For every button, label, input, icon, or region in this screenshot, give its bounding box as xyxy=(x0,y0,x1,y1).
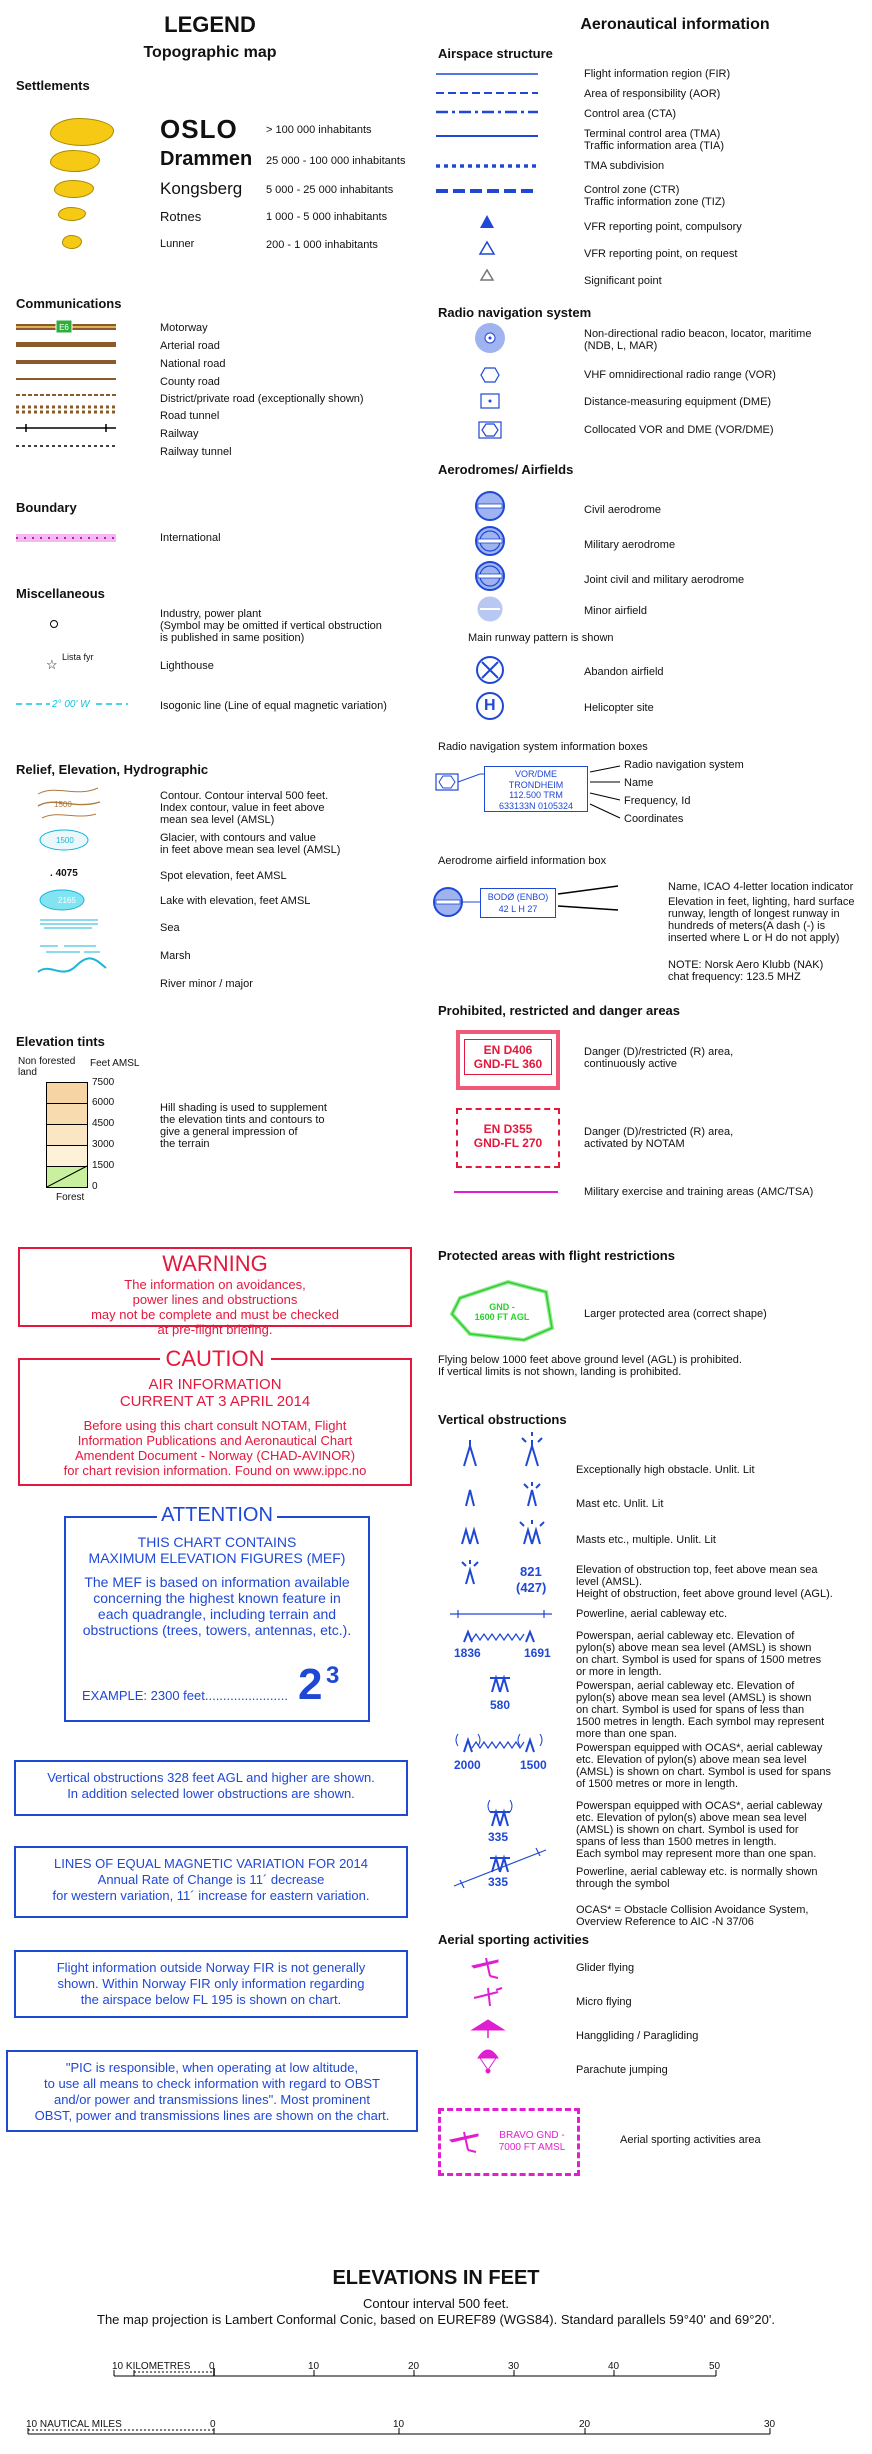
km-tick: 20 xyxy=(408,2361,420,2372)
comm-label-railway-tunnel: Railway tunnel xyxy=(160,446,232,458)
settlement-desc: 1 000 - 5 000 inhabitants xyxy=(266,211,388,223)
caution-title: CAUTION xyxy=(160,1346,271,1371)
sporting-label-parachute: Parachute jumping xyxy=(576,2064,668,2076)
comm-label-tunnel: Road tunnel xyxy=(160,410,220,422)
sporting-symbols xyxy=(468,1954,518,2084)
settlement-symbol-small xyxy=(54,180,94,198)
projection-note: The map projection is Lambert Conformal Conic, based on EUREF89 (WGS84). Standard parallels 59°40' and 69°20'. xyxy=(97,2312,775,2327)
aerodrome-box-title: Aerodrome airfield information box xyxy=(438,855,607,867)
sporting-label-hangglider: Hanggliding / Paragliding xyxy=(576,2030,699,2042)
feet-amsl-label: Feet AMSL xyxy=(90,1058,140,1069)
radio-label-vor: VHF omnidirectional radio range (VOR) xyxy=(584,369,776,381)
glacier-tag: 1500 xyxy=(56,836,74,845)
runway-note: Main runway pattern is shown xyxy=(468,632,614,644)
magnetic-text: Annual Rate of Change is 11´ decrease for western variation, 11´ increase for eastern variation. xyxy=(52,1872,370,1903)
radio-box-label: Frequency, Id xyxy=(624,795,691,807)
obstruction-symbols xyxy=(450,1436,570,1956)
powerspan-elev: 1836 xyxy=(454,1646,481,1660)
airspace-title: Airspace structure xyxy=(438,46,553,61)
obstruction-label: Elevation of obstruction top, feet above mean sea level (AMSL). Height of obstruction, feet above ground level (AGL). xyxy=(576,1564,833,1600)
isogonic-tag: 2° 00' W xyxy=(52,699,90,710)
aero-label-heli: Helicopter site xyxy=(584,702,654,714)
km-label: 10 KILOMETRES xyxy=(112,2361,191,2372)
caution-sub: AIR INFORMATION CURRENT AT 3 APRIL 2014 xyxy=(119,1376,311,1410)
aeronautical-title: Aeronautical information xyxy=(580,16,770,33)
tints-title: Elevation tints xyxy=(16,1034,105,1049)
river-label: River minor / major xyxy=(160,978,253,990)
mef-big-digit: 2 xyxy=(298,1660,323,1709)
tint-level: 1500 xyxy=(92,1160,115,1171)
caution-text: Before using this chart consult NOTAM, Flight Information Publications and Aeronautical Chart Amendent Document - Norway (CHAD-AVINOR) for chart revision information. Found on www.ippc.no xyxy=(63,1418,367,1478)
mef-small-digit: 3 xyxy=(326,1662,340,1689)
sporting-label-micro: Micro flying xyxy=(576,1996,632,2008)
boundary-title: Boundary xyxy=(16,500,77,515)
legend-title: LEGEND xyxy=(164,12,256,37)
settlement-name-oslo: OSLO xyxy=(160,114,238,144)
attention-sub: THIS CHART CONTAINS MAXIMUM ELEVATION FIGURES (MEF) xyxy=(88,1534,346,1566)
settlement-desc: 5 000 - 25 000 inhabitants xyxy=(266,184,394,196)
obstruction-label: Mast etc. Unlit. Lit xyxy=(576,1498,664,1510)
settlement-symbol-large xyxy=(50,118,114,146)
prohibited-box-line: GND-FL 270 xyxy=(473,1136,543,1150)
comm-label-railway: Railway xyxy=(160,428,199,440)
radio-label-ndb: Non-directional radio beacon, locator, maritime (NDB, L, MAR) xyxy=(584,328,812,352)
elevations-title: ELEVATIONS IN FEET xyxy=(332,2267,540,2289)
industry-icon xyxy=(50,620,58,628)
airspace-label-cta: Control area (CTA) xyxy=(584,108,677,120)
protected-desc: Larger protected area (correct shape) xyxy=(584,1308,767,1320)
aerodrome-symbols xyxy=(470,490,514,710)
km-tick: 0 xyxy=(209,2361,215,2372)
attention-box xyxy=(64,1504,370,1722)
vertical-note-box: Vertical obstructions 328 feet AGL and higher are shown. In addition selected lower obstructions are shown. xyxy=(14,1760,408,1816)
prohibited-box-active xyxy=(456,1030,560,1090)
contour-label: Contour. Contour interval 500 feet. Index contour, value in feet above mean sea level (AMSL) xyxy=(160,790,329,826)
protected-title: Protected areas with flight restrictions xyxy=(438,1248,675,1263)
settlement-symbol-smallest xyxy=(62,235,82,249)
motorway-badge: E6 xyxy=(59,323,69,332)
settlement-name-lunner: Lunner xyxy=(160,238,195,250)
tint-level: 7500 xyxy=(92,1077,115,1088)
aero-label-military: Military aerodrome xyxy=(584,539,676,551)
ocas-elev: 1500 xyxy=(520,1758,547,1772)
tint-level: 6000 xyxy=(92,1097,115,1108)
glacier-label: Glacier, with contours and value in feet above mean sea level (AMSL) xyxy=(160,832,341,856)
airspace-symbols xyxy=(436,64,546,294)
forest-label: Forest xyxy=(56,1192,85,1203)
magnetic-note-box xyxy=(14,1846,408,1918)
nm-tick: 20 xyxy=(579,2419,591,2430)
road-symbols xyxy=(16,318,121,466)
aerodrome-box-label1: Name, ICAO 4-letter location indicator xyxy=(668,881,854,893)
sporting-area-glider-icon xyxy=(448,2124,488,2160)
radio-box-label: Name xyxy=(624,777,654,789)
sporting-area-label: Aerial sporting activities area xyxy=(620,2134,761,2146)
aerodrome-info-box xyxy=(480,888,556,918)
comm-label-arterial: Arterial road xyxy=(160,340,220,352)
radio-label-dme: Distance-measuring equipment (DME) xyxy=(584,396,772,408)
settlement-name-rotnes: Rotnes xyxy=(160,209,202,224)
lighthouse-icon: ☆ xyxy=(46,657,58,672)
military-label: Military exercise and training areas (AMC/TSA) xyxy=(584,1186,814,1198)
airspace-label-ctr: Control zone (CTR) Traffic information zone (TIZ) xyxy=(584,184,726,208)
heli-letter: H xyxy=(484,697,496,714)
lighthouse-label: Lighthouse xyxy=(160,660,214,672)
radio-box-label: Coordinates xyxy=(624,813,684,825)
aerodrome-box-label2: Elevation in feet, lighting, hard surface runway, length of longest runway in hundreds of meters(A dash (-) is inserted where L or H do not apply) xyxy=(668,896,855,944)
obstruction-elev: 821 xyxy=(520,1564,542,1579)
km-tick: 50 xyxy=(709,2361,721,2372)
radio-box-label: Radio navigation system xyxy=(624,759,744,771)
fir-note-box: Flight information outside Norway FIR is not generally shown. Within Norway FIR only information regarding the airspace below FL 195 is shown on chart. xyxy=(14,1950,408,2018)
km-tick: 30 xyxy=(508,2361,520,2372)
caution-box xyxy=(18,1346,412,1486)
prohibited-box-notam xyxy=(456,1108,560,1168)
powerspan-elev: 1691 xyxy=(524,1646,551,1660)
ocas-note: OCAS* = Obstacle Collision Avoidance System, Overview Reference to AIC -N 37/06 xyxy=(576,1904,809,1928)
settlement-symbol-medium xyxy=(50,150,100,172)
comm-label-motorway: Motorway xyxy=(160,322,208,334)
boundary-symbol xyxy=(16,532,121,548)
lighthouse-tag: Lista fyr xyxy=(62,652,94,662)
settlement-desc: > 100 000 inhabitants xyxy=(266,124,372,136)
km-tick: 40 xyxy=(608,2361,620,2372)
prohibited-desc-notam: Danger (D)/restricted (R) area, activated by NOTAM xyxy=(584,1126,734,1150)
industry-label: Industry, power plant (Symbol may be omitted if vertical obstruction is published in same position) xyxy=(160,608,382,644)
settlement-desc: 25 000 - 100 000 inhabitants xyxy=(266,155,406,167)
settlement-name-kongsberg: Kongsberg xyxy=(160,179,243,198)
ocas-short-elev: 335 xyxy=(488,1830,509,1844)
airspace-label-aor: Area of responsibility (AOR) xyxy=(584,88,721,100)
sporting-area-text xyxy=(490,2130,574,2154)
mef-example: EXAMPLE: 2300 feet....................... xyxy=(82,1688,288,1703)
aerodromes-title: Aerodromes/ Airfields xyxy=(438,462,574,477)
topographic-title: Topographic map xyxy=(143,44,277,61)
prohibited-box-line: GND-FL 360 xyxy=(473,1057,543,1071)
marsh-label: Marsh xyxy=(160,950,191,962)
tint-level: 0 xyxy=(92,1181,98,1192)
protected-note: Flying below 1000 feet above ground level (AGL) is prohibited. If vertical limits is not shown, landing is prohibited. xyxy=(438,1354,742,1378)
nm-tick: 30 xyxy=(764,2419,776,2430)
relief-symbols xyxy=(36,784,126,984)
boundary-label: International xyxy=(160,532,221,544)
obstruction-label: Masts etc., multiple. Unlit. Lit xyxy=(576,1534,716,1546)
lake-tag: 2165 xyxy=(58,896,76,905)
obstruction-height: (427) xyxy=(516,1580,547,1595)
tint-level: 4500 xyxy=(92,1118,115,1129)
contour-tag: 1500 xyxy=(54,800,72,809)
obstruction-label: Powerspan, aerial cableway etc. Elevation of pylon(s) above mean sea level (AMSL) is shown on chart. Symbol is used for spans of less than 1500 metres in length. Each symbol may represent more than one span. xyxy=(576,1680,825,1740)
radio-box-title: Radio navigation system information boxes xyxy=(438,741,648,753)
comm-label-county: County road xyxy=(160,376,220,388)
prohibited-box-line: EN D355 xyxy=(483,1122,533,1136)
spot-tag: . 4075 xyxy=(50,868,78,879)
nm-tick: 0 xyxy=(210,2419,216,2430)
prohibited-title: Prohibited, restricted and danger areas xyxy=(438,1003,681,1018)
airspace-label-vfr-request: VFR reporting point, on request xyxy=(584,248,738,260)
nak-note: NOTE: Norsk Aero Klubb (NAK) chat frequency: 123.5 MHZ xyxy=(668,959,824,983)
settlement-desc: 200 - 1 000 inhabitants xyxy=(266,239,378,251)
airspace-label-tma: Terminal control area (TMA) Traffic information area (TIA) xyxy=(584,128,724,152)
obstruction-label: Powerline, aerial cableway etc. is normally shown through the symbol xyxy=(576,1866,818,1890)
sporting-area-line: 7000 FT AMSL xyxy=(498,2142,566,2153)
aero-label-joint: Joint civil and military aerodrome xyxy=(584,574,745,586)
aero-label-minor: Minor airfield xyxy=(584,605,647,617)
attention-text: The MEF is based on information available concerning the highest known feature in each quadrangle, including terrain and obstructions (trees, towers, antennas, etc.). xyxy=(82,1574,352,1638)
obstruction-label: Exceptionally high obstacle. Unlit. Lit xyxy=(576,1464,755,1476)
airspace-label-vfr-compulsory: VFR reporting point, compulsory xyxy=(584,221,742,233)
airspace-label-tma-sub: TMA subdivision xyxy=(584,160,665,172)
prohibited-box-line: EN D406 xyxy=(483,1043,533,1057)
obstruction-label: Powerline, aerial cableway etc. xyxy=(576,1608,728,1620)
comm-label-district: District/private road (exceptionally shown) xyxy=(160,393,364,405)
obstruction-label: Powerspan, aerial cableway etc. Elevation of pylon(s) above mean sea level (AMSL) is shown on chart. Symbol is used for spans of 1500 metres or more in length. xyxy=(576,1630,822,1678)
protected-shape-text xyxy=(466,1302,538,1322)
radio-box-line: TRONDHEIM xyxy=(508,779,564,790)
warning-box xyxy=(18,1247,412,1337)
sporting-area-line: BRAVO GND - xyxy=(499,2130,565,2141)
obstruction-label: Powerspan equipped with OCAS*, aerial cableway etc. Elevation of pylon(s) above mean sea level (AMSL) is shown on chart. Symbol is used for spans of 1500 metres or more in length. xyxy=(576,1742,831,1790)
elevation-tint-bar xyxy=(46,1082,88,1188)
radio-info-box xyxy=(484,766,588,812)
radio-symbols xyxy=(470,322,510,452)
hill-shading-note: Hill shading is used to supplement the elevation tints and contours to give a general impression of the terrain xyxy=(160,1102,327,1150)
sporting-label-glider: Glider flying xyxy=(576,1962,635,1974)
pic-note-box: "PIC is responsible, when operating at low altitude, to use all means to check information with regard to OBST and/or power and transmissions lines". Most prominent OBST, power and transmissions lines are shown on the chart. xyxy=(6,2050,418,2132)
sea-label: Sea xyxy=(160,922,180,934)
warning-title: WARNING xyxy=(162,1251,268,1276)
misc-title: Miscellaneous xyxy=(16,586,105,601)
magnetic-title: LINES OF EQUAL MAGNETIC VARIATION FOR 2014 xyxy=(54,1856,368,1871)
radio-box-line: 633133N 0105324 xyxy=(498,800,574,811)
nm-label: 10 NAUTICAL MILES xyxy=(26,2419,122,2430)
isogonic-label: Isogonic line (Line of equal magnetic variation) xyxy=(160,700,387,712)
protected-shape-line: 1600 FT AGL xyxy=(474,1312,530,1322)
radio-label-vordme: Collocated VOR and DME (VOR/DME) xyxy=(584,424,774,436)
obstruction-label: Powerspan equipped with OCAS*, aerial cableway etc. Elevation of pylon(s) above mean sea level (AMSL) is shown on chart. Symbol is used for spans of less than 1500 metres in length. Each symbol may represent more than one span. xyxy=(576,1800,823,1860)
military-line xyxy=(454,1191,558,1193)
aero-label-civil: Civil aerodrome xyxy=(584,504,662,516)
aerodrome-box-line: 42 L H 27 xyxy=(498,904,538,914)
communications-title: Communications xyxy=(16,296,122,311)
contour-note: Contour interval 500 feet. xyxy=(363,2296,509,2311)
non-forested-label: Non forested land xyxy=(18,1056,76,1078)
comm-label-national: National road xyxy=(160,358,226,370)
ocas-elev: 2000 xyxy=(454,1758,481,1772)
airspace-label-fir: Flight information region (FIR) xyxy=(584,68,731,80)
lake-label: Lake with elevation, feet AMSL xyxy=(160,895,311,907)
radio-box-line: 112.500 TRM xyxy=(509,790,563,800)
settlements-title: Settlements xyxy=(16,78,90,93)
vertical-title: Vertical obstructions xyxy=(438,1412,567,1427)
attention-title: ATTENTION xyxy=(157,1504,277,1526)
radio-title: Radio navigation system xyxy=(438,305,592,320)
settlement-symbol-smaller xyxy=(58,207,86,221)
warning-text: The information on avoidances, power lines and obstructions may not be complete and must be checked at pre-flight briefing. xyxy=(91,1277,339,1337)
settlement-name-drammen: Drammen xyxy=(160,148,253,170)
airspace-label-significant: Significant point xyxy=(584,275,662,287)
aero-label-abandon: Abandon airfield xyxy=(584,666,664,678)
km-tick: 10 xyxy=(308,2361,320,2372)
powerline-through-elev: 335 xyxy=(488,1875,509,1889)
nm-tick: 10 xyxy=(393,2419,405,2430)
spot-label: Spot elevation, feet AMSL xyxy=(160,870,287,882)
sporting-title: Aerial sporting activities xyxy=(438,1932,589,1947)
radio-box-line: VOR/DME xyxy=(514,769,557,779)
tint-level: 3000 xyxy=(92,1139,115,1150)
prohibited-desc-active: Danger (D)/restricted (R) area, continuously active xyxy=(584,1046,734,1070)
aerodrome-box-line: BODØ (ENBO) xyxy=(487,892,549,902)
protected-shape-line: GND - xyxy=(489,1302,515,1312)
powerspan-short-elev: 580 xyxy=(490,1698,511,1712)
aerodrome-box-leaders xyxy=(558,880,668,930)
relief-title: Relief, Elevation, Hydrographic xyxy=(16,762,209,777)
